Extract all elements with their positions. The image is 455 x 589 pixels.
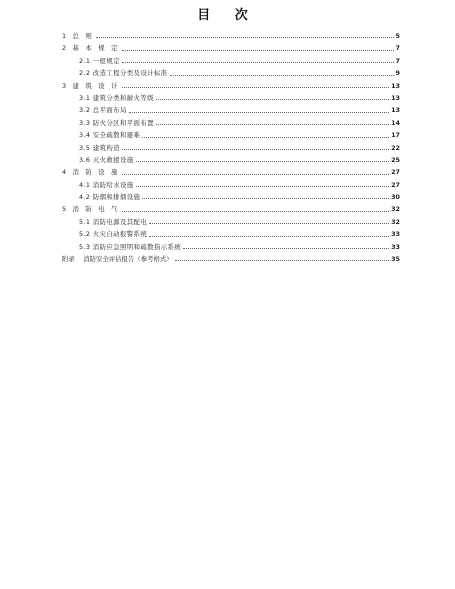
toc-entry-label: 5.2 火灾自动报警系统 bbox=[79, 230, 148, 239]
toc-dot-leader bbox=[122, 62, 394, 63]
toc-entry-chapter-5[interactable] bbox=[62, 200, 400, 212]
toc-entry-label: 3.4 安全疏散和避难 bbox=[79, 131, 141, 140]
toc-entry-label: 2.2 改造工程分类及设计标准 bbox=[79, 69, 168, 78]
toc-entry-section-2-2[interactable] bbox=[62, 64, 400, 76]
toc-entry-page: 33 bbox=[391, 230, 400, 239]
toc-entry-label: 4.1 消防给水设施 bbox=[79, 180, 134, 189]
toc-entry-chapter-2[interactable] bbox=[62, 39, 400, 51]
toc-entry-label: 3.6 灭火救援设施 bbox=[79, 155, 134, 164]
toc-entry-chapter-4[interactable] bbox=[62, 163, 400, 175]
toc-entry-chapter-3[interactable] bbox=[62, 77, 400, 89]
toc-entry-page: 17 bbox=[391, 131, 400, 140]
toc-entry-page: 5 bbox=[395, 31, 400, 40]
toc-entry-page: 33 bbox=[391, 242, 400, 251]
toc-entry-label: 2 基 本 规 定 bbox=[62, 44, 120, 53]
toc-dot-leader bbox=[136, 186, 390, 187]
toc-dot-leader bbox=[175, 260, 389, 261]
toc-entry-section-5-3[interactable] bbox=[62, 238, 400, 250]
toc-entry-section-3-1[interactable] bbox=[62, 89, 400, 101]
toc-entry-label: 5.3 消防应急照明和疏散指示系统 bbox=[79, 242, 182, 251]
toc-dot-leader bbox=[122, 87, 390, 88]
toc-dot-leader bbox=[122, 50, 394, 51]
toc-entry-label: 4 消 防 设 施 bbox=[62, 168, 120, 177]
toc-entry-page: 35 bbox=[391, 255, 400, 264]
toc-entry-label: 附录 消防安全评估报告（参考格式） bbox=[62, 255, 173, 264]
toc-dot-leader bbox=[122, 211, 390, 212]
toc-entry-label: 3.3 防火分区和平面布置 bbox=[79, 118, 154, 127]
toc-entry-section-3-4[interactable] bbox=[62, 126, 400, 138]
toc-entry-section-2-1[interactable] bbox=[62, 52, 400, 64]
toc-entry-page: 32 bbox=[391, 217, 400, 226]
toc-dot-leader bbox=[129, 112, 389, 113]
toc-entry-appendix[interactable] bbox=[62, 250, 400, 262]
toc-entry-page: 7 bbox=[395, 44, 400, 53]
toc-entry-chapter-1[interactable] bbox=[62, 27, 400, 39]
toc-entry-label: 5 消 防 电 气 bbox=[62, 205, 120, 214]
toc-entry-page: 7 bbox=[395, 56, 400, 65]
toc-dot-leader bbox=[136, 161, 390, 162]
toc-entry-label: 3.2 总平面布局 bbox=[79, 106, 127, 115]
table-of-contents bbox=[62, 27, 400, 262]
toc-dot-leader bbox=[96, 37, 394, 38]
toc-entry-section-3-6[interactable] bbox=[62, 151, 400, 163]
toc-entry-page: 9 bbox=[395, 69, 400, 78]
toc-entry-label: 3 建 筑 设 计 bbox=[62, 81, 120, 90]
toc-dot-leader bbox=[170, 75, 394, 76]
toc-entry-section-3-3[interactable] bbox=[62, 114, 400, 126]
toc-dot-leader bbox=[183, 248, 389, 249]
toc-entry-section-3-5[interactable] bbox=[62, 139, 400, 151]
toc-dot-leader bbox=[142, 137, 389, 138]
toc-entry-label: 2.1 一般规定 bbox=[79, 56, 120, 65]
toc-dot-leader bbox=[122, 174, 390, 175]
toc-dot-leader bbox=[122, 149, 389, 150]
toc-entry-label: 4.2 防烟和排烟设施 bbox=[79, 193, 141, 202]
toc-entry-page: 13 bbox=[391, 81, 400, 90]
toc-entry-page: 13 bbox=[391, 106, 400, 115]
toc-entry-label: 3.5 建筑构造 bbox=[79, 143, 120, 152]
toc-entry-label: 5.1 消防电源及其配电 bbox=[79, 217, 148, 226]
toc-dot-leader bbox=[156, 99, 389, 100]
toc-entry-section-4-1[interactable] bbox=[62, 176, 400, 188]
toc-entry-page: 32 bbox=[391, 205, 400, 214]
toc-entry-section-4-2[interactable] bbox=[62, 188, 400, 200]
toc-entry-label: 1 总 则 bbox=[62, 31, 94, 40]
toc-entry-page: 13 bbox=[391, 93, 400, 102]
toc-entry-page: 30 bbox=[391, 193, 400, 202]
toc-dot-leader bbox=[149, 223, 389, 224]
toc-entry-page: 25 bbox=[391, 155, 400, 164]
toc-title: 目 次 bbox=[197, 8, 258, 23]
toc-entry-page: 14 bbox=[391, 118, 400, 127]
toc-entry-page: 22 bbox=[391, 143, 400, 152]
toc-dot-leader bbox=[142, 198, 389, 199]
toc-dot-leader bbox=[156, 124, 389, 125]
toc-entry-page: 27 bbox=[391, 180, 400, 189]
toc-entry-section-5-2[interactable] bbox=[62, 225, 400, 237]
toc-entry-section-3-2[interactable] bbox=[62, 101, 400, 113]
toc-entry-section-5-1[interactable] bbox=[62, 213, 400, 225]
toc-dot-leader bbox=[149, 236, 389, 237]
toc-entry-label: 3.1 建筑分类和耐火等级 bbox=[79, 93, 154, 102]
toc-entry-page: 27 bbox=[391, 168, 400, 177]
